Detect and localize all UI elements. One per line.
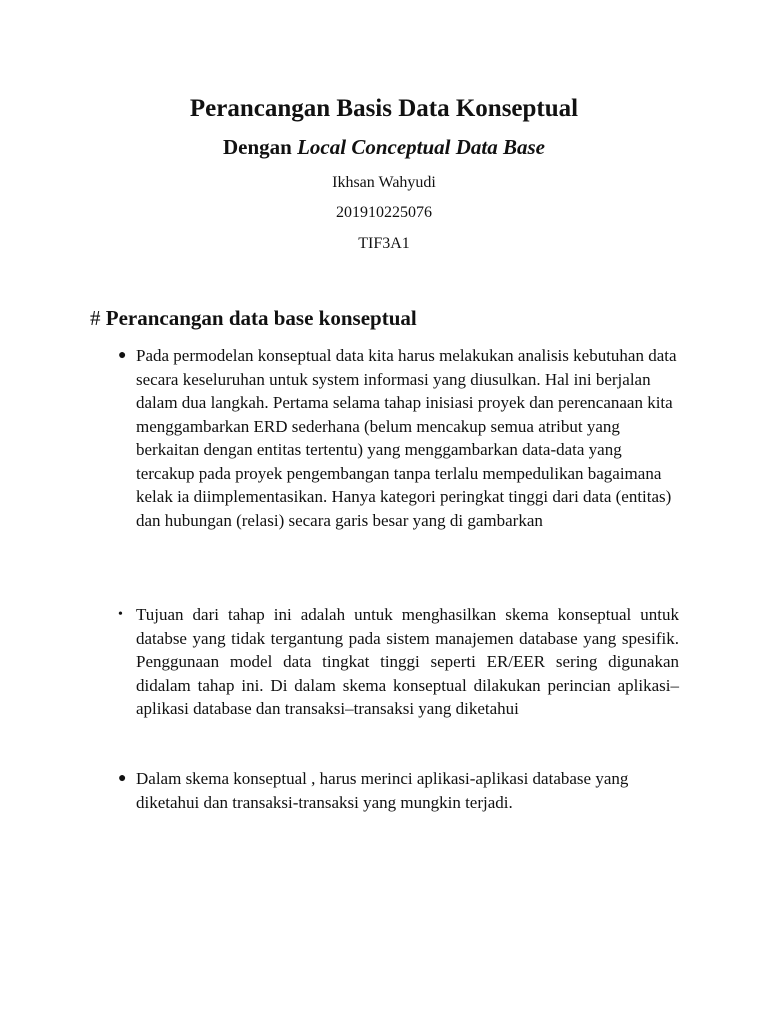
author-name: Ikhsan Wahyudi <box>332 174 436 191</box>
bullet-dot-icon: • <box>118 607 123 622</box>
document-title: Perancangan Basis Data Konseptual <box>189 95 579 122</box>
class-code: TIF3A1 <box>358 235 410 252</box>
document-subtitle <box>0 132 768 162</box>
section-heading <box>90 304 417 332</box>
heading-text: Perancangan data base konseptual <box>105 306 417 330</box>
student-id: 201910225076 <box>336 204 432 221</box>
bullet-text: Dalam skema konseptual , harus merinci aplikasi-aplikasi database yang diketahui dan transaksi-transaksi yang mungkin terjadi. <box>136 769 629 812</box>
subtitle-prefix: Dengan <box>222 135 292 159</box>
bullet-dot-icon: ● <box>118 348 127 363</box>
bullet-dot-icon: ● <box>118 771 127 786</box>
bullet-text: Tujuan dari tahap ini adalah untuk menghasilkan skema konseptual untuk databse yang tidak tergantung pada sistem manajemen database yang spesifik. Penggunaan model data tingkat tinggi seperti ER/EER sering digunakan didalam tahap ini. Di dalam skema konseptual dilakukan perincian aplikasi–aplikasi database dan transaksi–transaksi yang diketahui <box>136 605 679 718</box>
subtitle-italic: Local Conceptual Data Base <box>297 135 546 159</box>
heading-hash: # <box>90 306 101 330</box>
bullet-text: Pada permodelan konseptual data kita harus melakukan analisis kebutuhan data secara keseluruhan untuk system informasi yang diusulkan. Hal ini berjalan dalam dua langkah. Pertama selama tahap inisiasi proyek dan perencanaan kita menggambarkan ERD sederhana (belum mencakup semua atribut yang berkaitan dengan entitas tertentu) yang menggambarkan data-data yang tercakup pada proyek pengembangan tanpa terlalu mempedulikan bagaimana kelak ia diimplementasikan. Hanya kategori peringkat tinggi dari data (entitas) dan hubungan (relasi) secara garis besar yang di gambarkan <box>136 346 677 530</box>
